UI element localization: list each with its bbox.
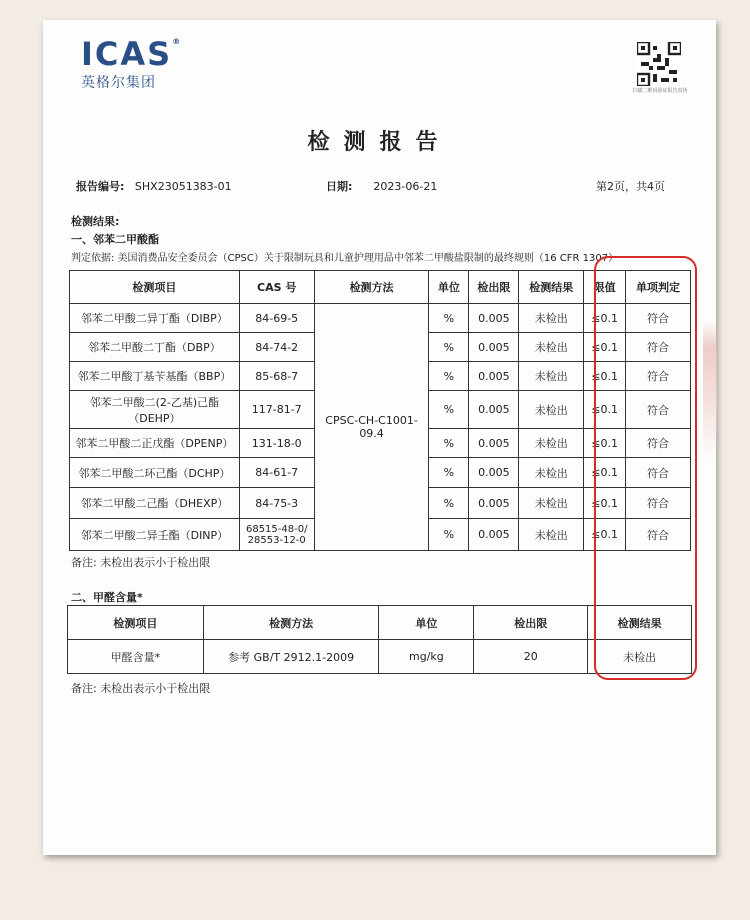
unit: % <box>429 429 469 458</box>
verdict: 符合 <box>626 304 691 333</box>
verdict: 符合 <box>626 488 691 519</box>
verdict: 符合 <box>626 362 691 391</box>
cas-number: 84-61-7 <box>239 458 314 488</box>
section2-heading: 二、甲醛含量* <box>71 591 143 604</box>
test-result: 未检出 <box>519 488 584 519</box>
test-result: 未检出 <box>519 429 584 458</box>
detection-limit: 0.005 <box>469 333 519 362</box>
logo-subtitle: 英格尔集团 <box>81 75 156 91</box>
detection-limit: 0.005 <box>469 391 519 429</box>
unit: % <box>429 362 469 391</box>
report-number: 报告编号: SHX23051383-01 <box>76 180 232 193</box>
column-header: 检测项目 <box>70 271 240 304</box>
test-result: 未检出 <box>519 391 584 429</box>
test-item: 邻苯二甲酸二丁酯（DBP） <box>70 333 240 362</box>
column-header: 限值 <box>584 271 626 304</box>
unit: % <box>429 519 469 551</box>
detection-limit: 0.005 <box>469 429 519 458</box>
detection-limit: 0.005 <box>469 362 519 391</box>
test-result: 未检出 <box>519 304 584 333</box>
table2-note: 备注: 未检出表示小于检出限 <box>71 682 211 695</box>
column-header: 单位 <box>379 606 474 640</box>
test-item: 邻苯二甲酸二异壬酯（DINP） <box>70 519 240 551</box>
detection-limit: 0.005 <box>469 488 519 519</box>
test-item: 邻苯二甲酸二己酯（DHEXP） <box>70 488 240 519</box>
column-header: 检测方法 <box>203 606 379 640</box>
column-header: 检测结果 <box>519 271 584 304</box>
test-result: 未检出 <box>519 362 584 391</box>
regulation-basis: 判定依据: 美国消费品安全委员会（CPSC）关于限制玩具和儿童护理用品中邻苯二甲酸盐限制的最终规则（16 CFR 1307） <box>71 253 619 264</box>
qr-code-icon <box>637 42 681 86</box>
test-item: 邻苯二甲酸二异丁酯（DIBP） <box>70 304 240 333</box>
test-method: CPSC-CH-C1001-09.4 <box>314 304 429 551</box>
page-title: 检测报告 <box>307 130 452 155</box>
test-result: 未检出 <box>519 333 584 362</box>
stamp-edge <box>703 320 717 460</box>
test-item: 邻苯二甲酸丁基苄基酯（BBP） <box>70 362 240 391</box>
column-header: 单位 <box>429 271 469 304</box>
column-header: 检测方法 <box>314 271 429 304</box>
column-header: 检出限 <box>469 271 519 304</box>
detection-limit: 0.005 <box>469 458 519 488</box>
unit: % <box>429 304 469 333</box>
cas-number: 84-69-5 <box>239 304 314 333</box>
cas-number: 85-68-7 <box>239 362 314 391</box>
test-result: 未检出 <box>519 519 584 551</box>
limit-value: ≤0.1 <box>584 333 626 362</box>
limit-value: ≤0.1 <box>584 304 626 333</box>
test-item: 邻苯二甲酸二(2-乙基)己酯（DEHP） <box>70 391 240 429</box>
limit-value: ≤0.1 <box>584 458 626 488</box>
unit: mg/kg <box>379 640 474 674</box>
test-result: 未检出 <box>519 458 584 488</box>
verdict: 符合 <box>626 391 691 429</box>
cas-number: 117-81-7 <box>239 391 314 429</box>
test-result: 未检出 <box>588 640 692 674</box>
highlight-box <box>594 256 697 680</box>
unit: % <box>429 458 469 488</box>
verdict: 符合 <box>626 519 691 551</box>
page-indicator: 第2页，共4页 <box>596 180 665 193</box>
column-header: 检测结果 <box>588 606 692 640</box>
column-header: 检测项目 <box>68 606 204 640</box>
company-logo: ICAS® 英格尔集团 <box>81 35 183 91</box>
column-header: CAS 号 <box>239 271 314 304</box>
detection-limit: 20 <box>474 640 588 674</box>
unit: % <box>429 488 469 519</box>
cas-number: 84-74-2 <box>239 333 314 362</box>
qr-caption: 扫描二维码验证报告真伪 <box>632 88 688 94</box>
section1-heading: 一、邻苯二甲酸酯 <box>71 233 159 246</box>
column-header: 单项判定 <box>626 271 691 304</box>
unit: % <box>429 333 469 362</box>
limit-value: ≤0.1 <box>584 391 626 429</box>
results-heading: 检测结果: <box>71 215 120 228</box>
table1-note: 备注: 未检出表示小于检出限 <box>71 556 211 569</box>
detection-limit: 0.005 <box>469 519 519 551</box>
verdict: 符合 <box>626 333 691 362</box>
cas-number: 131-18-0 <box>239 429 314 458</box>
test-method: 参考 GB/T 2912.1-2009 <box>203 640 379 674</box>
verdict: 符合 <box>626 458 691 488</box>
column-header: 检出限 <box>474 606 588 640</box>
detection-limit: 0.005 <box>469 304 519 333</box>
report-page <box>43 20 716 855</box>
test-item: 甲醛含量* <box>68 640 204 674</box>
test-item: 邻苯二甲酸二环己酯（DCHP） <box>70 458 240 488</box>
unit: % <box>429 391 469 429</box>
limit-value: ≤0.1 <box>584 429 626 458</box>
cas-number: 84-75-3 <box>239 488 314 519</box>
cas-number: 68515-48-0/ 28553-12-0 <box>239 519 314 551</box>
limit-value: ≤0.1 <box>584 488 626 519</box>
test-item: 邻苯二甲酸二正戊酯（DPENP） <box>70 429 240 458</box>
report-date: 日期: 2023-06-21 <box>326 180 438 193</box>
limit-value: ≤0.1 <box>584 362 626 391</box>
limit-value: ≤0.1 <box>584 519 626 551</box>
verdict: 符合 <box>626 429 691 458</box>
